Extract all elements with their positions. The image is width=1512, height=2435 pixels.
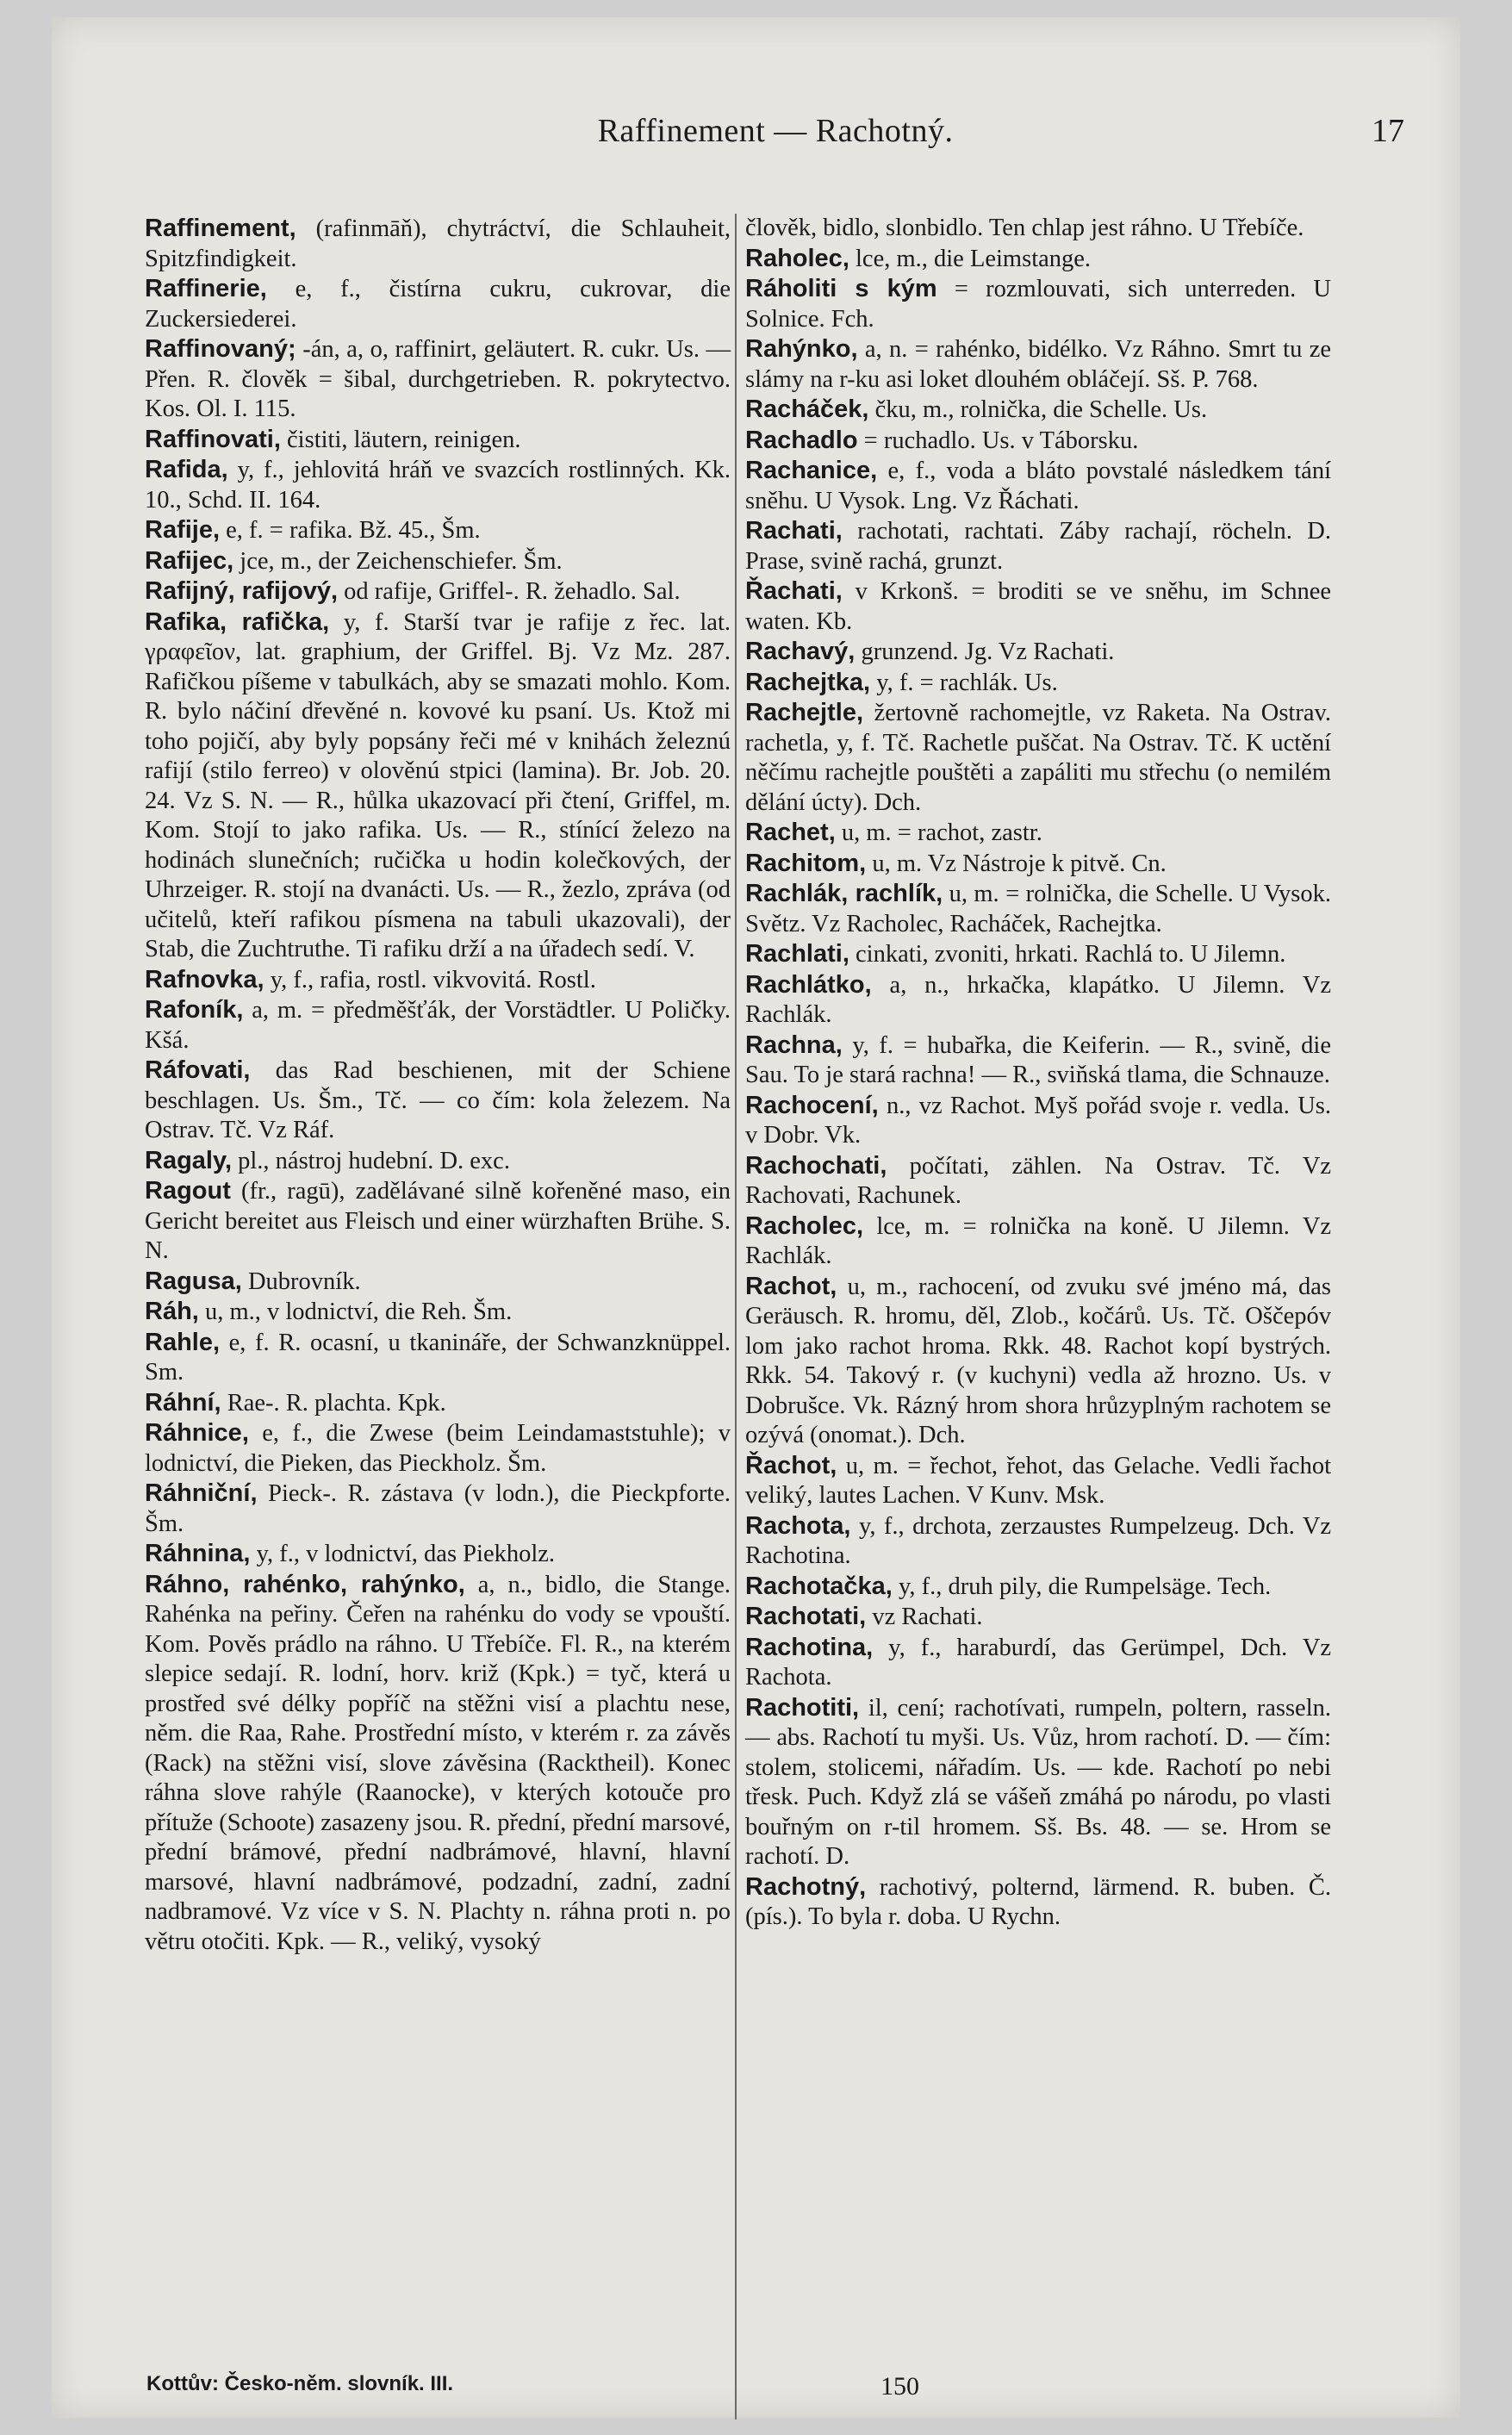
- entry-headword: Ráhno, rahénko, rahýnko,: [145, 1570, 465, 1598]
- dictionary-entry: [145, 1176, 731, 1267]
- entry-text: čku, m., rolnička, die Schelle. Us.: [874, 396, 1208, 423]
- entry-text: y, f., haraburdí, das Gerümpel, Dch. Vz Rachota.: [745, 1634, 1331, 1691]
- dictionary-entry: [745, 516, 1331, 576]
- entry-text: u, m. = řechot, řehot, das Gelache. Vedli řachot veliký, lautes Lachen. V Kunv. Msk.: [745, 1452, 1332, 1509]
- entry-headword: Řachati,: [745, 577, 843, 605]
- dictionary-entry: [145, 1328, 731, 1388]
- entry-text: čistiti, läutern, reinigen.: [287, 426, 521, 453]
- dictionary-entry: [745, 818, 1331, 849]
- entry-headword: Raffinovati,: [145, 425, 281, 453]
- dictionary-entry: [145, 515, 731, 546]
- dictionary-entry: [745, 1511, 1331, 1572]
- dictionary-entry: [145, 334, 731, 425]
- entry-text: lce, m. = rolnička na koně. U Jilemn. Vz Rachlák.: [745, 1212, 1331, 1269]
- entry-text: e, f., voda a bláto povstalé následkem tání sněhu. U Vysok. Lng. Vz Řáchati.: [745, 458, 1332, 514]
- dictionary-entry: [745, 426, 1331, 457]
- entry-text: u, m. = rolnička, die Schelle. U Vysok. Světz. Vz Racholec, Racháček, Rachejtka.: [745, 881, 1332, 937]
- entry-text: e, f., čistírna cukru, cukrovar, die Zuckersiederei.: [145, 276, 731, 333]
- entry-text: y, f., druh pily, die Rumpelsäge. Tech.: [898, 1572, 1272, 1600]
- entry-headword: Rachotný,: [745, 1872, 867, 1901]
- entry-text: y, f., v lodnictví, das Piekholz.: [256, 1541, 556, 1567]
- entry-text: grunzend. Jg. Vz Rachati.: [861, 638, 1115, 665]
- entry-text: rachotivý, polternd, lärmend. R. buben. Č. (pís.). To byla r. doba. U Rychn.: [745, 1873, 1332, 1930]
- entry-text: u, m. Vz Nástroje k pitvě. Cn.: [872, 850, 1167, 877]
- entry-text: y, f. Starší tvar je rafije z řec. lat. γραφεῖον, lat. graphium, der Griffel. Bj. Vz Mz. 287. Rafičkou píšeme v tabulkách, aby se smazati mohlo. Kom. R. bylo náčiní dřevěné n. kovové ku psaní. Us. Ktož mi toho pojičí, aby byly popsány řeči mé v knihách železnú rafijí (stilo ferreo) v olověnú stpici (lamina). Br. Job. 20. 24. Vz S. N. — R., hůlka ukazovací při čtení, Griffel, m. Kom. Stojí to jako rafika. Us. — R., stínící železo na hodinách slunečních; ručička u hodin kolečkových, der Uhrzeiger. R. stojí na dvanácti. Us. — R., žezlo, zpráva (od učitelů, kteří rafikou písmena na tabuli ukazovali), der Stab, die Zuchtruthe. Ti rafiku drží a na úřadech sedí. V.: [145, 608, 731, 962]
- dictionary-entry: [745, 879, 1331, 939]
- dictionary-entry: [745, 214, 1331, 244]
- dictionary-entry: [145, 425, 731, 456]
- entry-text: u, m., rachocení, od zvuku své jméno má, das Geräusch. R. hromu, děl, Zlob., kočárů. Us. Tč. Oščepóv lom jako rachot hroma. Rkk. 48. Rachot kopí bystrých. Rkk. 54. Takový r. (v kuchyni) vedla až hrozno. Us. v Dobrušce. Vk. Rázný hrom shora hrůzyplným rachotem se ozývá (onomat.). Dch.: [745, 1273, 1331, 1448]
- entry-text: jce, m., der Zeichenschiefer. Šm.: [240, 547, 563, 575]
- entry-text: a, n., bidlo, die Stange. Rahénka na peřiny. Čeřen na rahénku do vody se vpouští. Kom. Pověs prádlo na ráhno. U Třebíče. Fl. R., na kterém slepice sedají. R. lodní, horv. križ (Kpk.) = tyč, která u prostřed své délky popříč na stěžni visí a plachtu nese, něm. die Raa, Rahe. Prostřední místo, v kterém r. za závěs (Rack) na stěžni visí, slove závěsina (Racktheil). Konec ráhna slove rahýle (Raanocke), v kterých kotouče pro přítuže (Schoote) zasazeny jsou. R. přední, přední marsové, přední brámové, přední nadbrámové, hlavní, hlavní marsové, hlavní nadbrámové, podzadní, zadní, zadní nadbramové. Vz více v S. N. Plachty n. ráhna proti n. po větru otočiti. Kpk. — R., veliký, vysoký: [145, 1571, 731, 1955]
- entry-text: Rae-. R. plachta. Kpk.: [227, 1389, 446, 1417]
- entry-text: Pieck-. R. zástava (v lodn.), die Pieckpforte. Šm.: [145, 1480, 731, 1537]
- entry-headword: Ráhniční,: [145, 1479, 258, 1507]
- entry-text: od rafije, Griffel-. R. žehadlo. Sal.: [344, 578, 681, 605]
- entry-headword: Raffinerie,: [145, 275, 267, 302]
- dictionary-entry: [745, 244, 1331, 275]
- dictionary-entry: [745, 1031, 1331, 1091]
- entry-headword: Rachota,: [745, 1511, 851, 1540]
- dictionary-entry: [145, 1479, 731, 1539]
- entry-headword: Rafnovka,: [145, 965, 264, 993]
- entry-headword: Raffinovaný;: [145, 335, 296, 363]
- dictionary-entry: [145, 546, 731, 577]
- entry-headword: Rafijec,: [145, 546, 234, 575]
- entry-text: cinkati, zvoniti, hrkati. Rachlá to. U Jilemn.: [856, 941, 1286, 968]
- dictionary-entry: [145, 1539, 731, 1570]
- entry-headword: Raholec,: [745, 244, 849, 272]
- entry-headword: Rachejtle,: [745, 699, 863, 726]
- entry-headword: Ragusa,: [145, 1267, 242, 1295]
- entry-headword: Ráhnina,: [145, 1540, 251, 1567]
- entry-text: počítati, zählen. Na Ostrav. Tč. Vz Rachovati, Rachunek.: [745, 1152, 1331, 1209]
- dictionary-entry: [745, 334, 1331, 395]
- dictionary-entry: [745, 1151, 1331, 1211]
- dictionary-entry: [745, 668, 1331, 699]
- entry-headword: Rafika, rafička,: [145, 607, 330, 636]
- dictionary-entry: [145, 1388, 731, 1419]
- entry-headword: Rachna,: [745, 1031, 843, 1059]
- dictionary-entry: [145, 1297, 731, 1328]
- entry-headword: Rachotati,: [745, 1603, 867, 1630]
- entry-headword: Rachlati,: [745, 940, 849, 968]
- entry-headword: Rachitom,: [745, 849, 867, 877]
- dictionary-entry: [145, 1418, 731, 1479]
- entry-text: a, m. = předměšťák, der Vorstädtler. U Poličky. Kšá.: [145, 997, 731, 1054]
- entry-headword: Rachotačka,: [745, 1572, 893, 1600]
- page-number: 17: [1372, 113, 1404, 149]
- entry-headword: Ráholiti s kým: [745, 275, 937, 302]
- entry-text: (fr., ragū), zadělávané silně kořeněné maso, ein Gericht bereitet aus Fleisch und einer würzhaften Brühe. S. N.: [145, 1178, 731, 1264]
- dictionary-entry: [745, 395, 1331, 426]
- entry-headword: Rachlák, rachlík,: [745, 880, 943, 907]
- entry-text: člověk, bidlo, slonbidlo. Ten chlap jest ráhno. U Třebíče.: [745, 215, 1304, 241]
- dictionary-entry: [745, 456, 1331, 516]
- entry-text: e, f. = rafika. Bž. 45., Šm.: [226, 517, 481, 544]
- entry-text: y, f., jehlovitá hráň ve svazcích rostlinných. Kk. 10., Schd. II. 164.: [145, 457, 731, 514]
- entry-text: n., vz Rachot. Myš pořád svoje r. vedla. Us. v Dobr. Vk.: [745, 1092, 1332, 1149]
- dictionary-entry: [745, 1602, 1331, 1633]
- dictionary-entry: [745, 274, 1331, 334]
- entry-headword: Rachati,: [745, 517, 843, 545]
- entry-headword: Ráh,: [145, 1298, 199, 1325]
- entry-headword: Rachlátko,: [745, 970, 872, 999]
- dictionary-entry: [145, 214, 731, 274]
- entry-headword: Rachocení,: [745, 1091, 879, 1119]
- dictionary-entry: [745, 1211, 1331, 1272]
- dictionary-entry: [145, 965, 731, 996]
- footer-note: Kottův: Česko-něm. slovník. III.: [146, 2372, 454, 2395]
- entry-headword: Rachadlo: [745, 426, 858, 454]
- dictionary-entry: [745, 1572, 1331, 1603]
- entry-headword: Rafida,: [145, 456, 228, 483]
- entry-headword: Rachochati,: [745, 1151, 887, 1180]
- entry-text: pl., nástroj hudební. D. exc.: [238, 1147, 510, 1174]
- entry-text: y, f. = rachlák. Us.: [876, 669, 1058, 696]
- dictionary-entry: [745, 939, 1331, 970]
- entry-text: v Krkonš. = broditi se ve sněhu, im Schnee waten. Kb.: [745, 578, 1331, 635]
- dictionary-entry: [745, 1633, 1331, 1693]
- entry-text: Dubrovník.: [247, 1267, 361, 1295]
- page-footer: [146, 2372, 1404, 2407]
- dictionary-entry: [145, 1056, 731, 1146]
- entry-text: rachotati, rachtati. Záby rachají, röcheln. D. Prase, svině rachá, grunzt.: [745, 518, 1332, 575]
- dictionary-entry: [745, 1693, 1331, 1872]
- dictionary-entry: [145, 455, 731, 515]
- entry-text: a, n., hrkačka, klapátko. U Jilemn. Vz Rachlák.: [745, 971, 1331, 1028]
- entry-headword: Racháček,: [745, 395, 869, 423]
- dictionary-entry: [145, 1570, 731, 1958]
- entry-headword: Rachot,: [745, 1272, 837, 1300]
- entry-text: = ruchadlo. Us. v Táborsku.: [863, 427, 1139, 454]
- entry-headword: Ragaly,: [145, 1146, 233, 1174]
- entry-text: = rozmlouvati, sich unterreden. U Solnice. Fch.: [745, 276, 1331, 333]
- entry-headword: Rachejtka,: [745, 668, 871, 696]
- entry-headword: Rafije,: [145, 516, 221, 544]
- entry-headword: Ráhnice,: [145, 1419, 249, 1447]
- entry-text: e, f., die Zwese (beim Leindamaststuhle); v lodnictví, die Pieken, das Pieckholz. Šm.: [145, 1420, 731, 1477]
- entry-text: y, f., rafia, rostl. vikvovitá. Rostl.: [270, 966, 596, 993]
- dictionary-entry: [145, 1146, 731, 1177]
- entry-headword: Rahle,: [145, 1328, 221, 1356]
- entry-text: -án, a, o, raffinirt, geläutert. R. cukr. Us. — Přen. R. člověk = šibal, durchgetrieben. R. pokrytectvo. Kos. Ol. I. 115.: [145, 336, 731, 422]
- column-divider: [735, 214, 737, 2419]
- entry-text: il, cení; rachotívati, rumpeln, poltern, rasseln. — abs. Rachotí tu myši. Us. Vůz, hrom rachotí. D. — čím: stolem, stolicemi, nářadím. Us. — kde. Rachotí po nebi třesk. Puch. Když zlá se vášeň zmáhá po národu, po vlasti bouřným on r-til hromem. Sš. Bs. 48. — se. Hrom se rachotí. D.: [745, 1694, 1331, 1870]
- entry-text: žertovně rachomejtle, vz Raketa. Na Ostrav. rachetla, y, f. Tč. Rachetle puščat. Na Ostrav. Tč. K uctění něčímu rachejtle pouštěti a zapáliti mu střechu (o nemilém dělání úcty). Dch.: [745, 700, 1332, 816]
- entry-headword: Ragout: [145, 1177, 231, 1205]
- entry-text: (rafinmāň), chytráctví, die Schlauheit, Spitzfindigkeit.: [145, 215, 731, 272]
- entry-text: y, f. = hubařka, die Keiferin. — R., svině, die Sau. To je stará rachna! — R., sviňská tlama, die Schnauze.: [745, 1031, 1331, 1088]
- entry-headword: Rafijný, rafijový,: [145, 577, 339, 605]
- dictionary-entry: [745, 1872, 1331, 1933]
- signature-mark: 150: [880, 2372, 919, 2401]
- dictionary-entry: [145, 1267, 731, 1298]
- entry-headword: Ráfovati,: [145, 1056, 251, 1084]
- entry-text: u, m. = rachot, zastr.: [841, 819, 1042, 846]
- entry-headword: Rachotiti,: [745, 1693, 860, 1722]
- entry-headword: Rahýnko,: [745, 335, 858, 363]
- entry-text: y, f., drchota, zerzaustes Rumpelzeug. Dch. Vz Rachotina.: [745, 1512, 1332, 1569]
- entry-headword: Raffinement,: [145, 215, 296, 242]
- left-column: [145, 214, 731, 1957]
- dictionary-entry: [745, 1091, 1331, 1151]
- entry-text: a, n. = rahénko, bidélko. Vz Ráhno. Smrt tu ze slámy na r-ku asi loket dlouhém obláčejí. Sš. P. 768.: [745, 336, 1331, 393]
- dictionary-page: [52, 17, 1460, 2418]
- entry-text: e, f. R. ocasní, u tkanináře, der Schwanzknüppel. Sm.: [145, 1329, 731, 1386]
- dictionary-entry: [745, 849, 1331, 880]
- dictionary-entry: [745, 576, 1331, 637]
- entry-headword: Ráhní,: [145, 1388, 221, 1417]
- entry-text: u, m., v lodnictví, die Reh. Šm.: [204, 1298, 513, 1325]
- entry-headword: Rachotina,: [745, 1633, 874, 1661]
- dictionary-entry: [145, 576, 731, 607]
- entry-text: vz Rachati.: [872, 1604, 983, 1630]
- entry-headword: Rachet,: [745, 819, 836, 846]
- page-header: [146, 112, 1404, 164]
- dictionary-entry: [145, 995, 731, 1056]
- dictionary-entry: [745, 1451, 1331, 1511]
- entry-headword: Rachavý,: [745, 638, 856, 665]
- entry-text: das Rad beschienen, mit der Schiene beschlagen. Us. Šm., Tč. — co čím: kola železem. Na Ostrav. Tč. Vz Ráf.: [145, 1057, 731, 1143]
- right-column: [745, 214, 1331, 1933]
- dictionary-entry: [745, 698, 1331, 818]
- entry-headword: Racholec,: [745, 1211, 863, 1240]
- entry-headword: Rafoník,: [145, 996, 244, 1024]
- running-title: Raffinement — Rachotný.: [597, 113, 954, 149]
- entry-headword: Rachanice,: [745, 457, 878, 484]
- dictionary-entry: [745, 970, 1331, 1031]
- entry-headword: Řachot,: [745, 1451, 837, 1479]
- dictionary-entry: [745, 637, 1331, 668]
- dictionary-entry: [145, 607, 731, 965]
- dictionary-entry: [745, 1272, 1331, 1451]
- dictionary-entry: [145, 274, 731, 334]
- entry-text: lce, m., die Leimstange.: [856, 245, 1092, 272]
